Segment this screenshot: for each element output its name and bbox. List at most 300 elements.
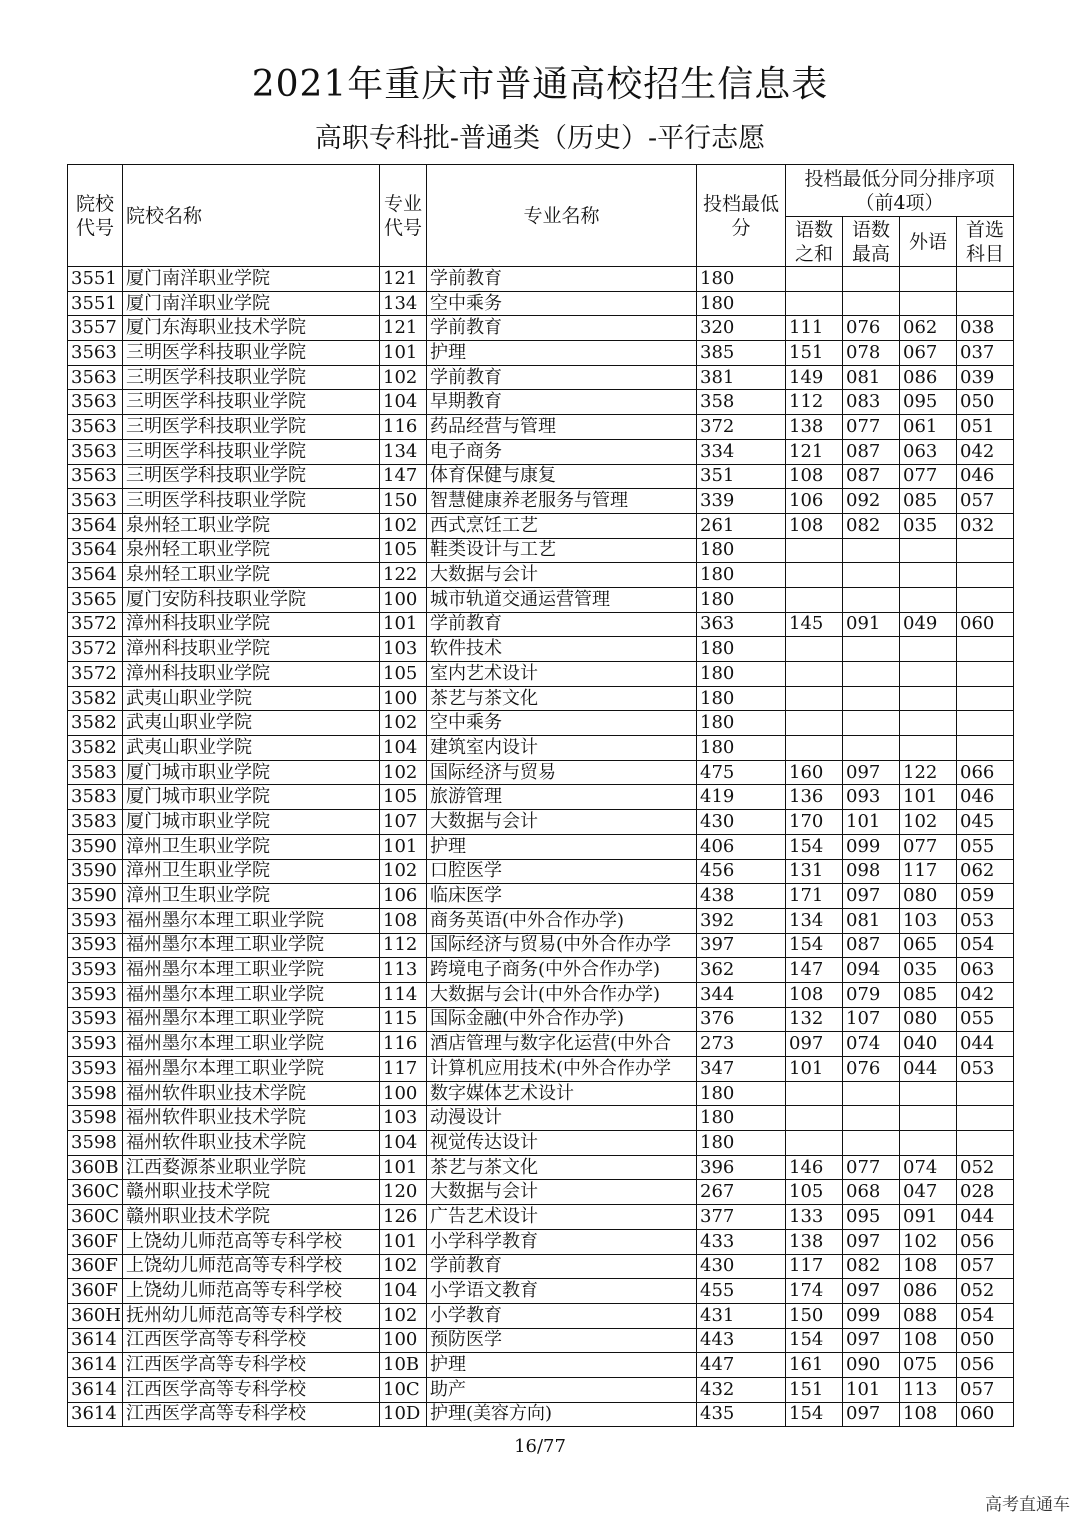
cell-school-name: 福州墨尔本理工职业学院 — [123, 1057, 380, 1082]
cell-chinese-math-sum: 134 — [786, 908, 843, 933]
cell-first-subject: 046 — [957, 464, 1014, 489]
table-row — [68, 1057, 1014, 1082]
cell-first-subject: 046 — [957, 785, 1014, 810]
cell-foreign-lang: 091 — [900, 1205, 957, 1230]
cell-first-subject — [957, 563, 1014, 588]
cell-school-code: 3593 — [68, 908, 123, 933]
cell-chinese-math-max — [843, 563, 900, 588]
cell-school-code: 3593 — [68, 982, 123, 1007]
cell-school-name: 江西医学高等专科学校 — [123, 1402, 380, 1427]
cell-first-subject: 056 — [957, 1229, 1014, 1254]
cell-major-code: 104 — [380, 736, 427, 761]
cell-chinese-math-sum: 097 — [786, 1032, 843, 1057]
cell-foreign-lang: 035 — [900, 513, 957, 538]
cell-school-code: 3590 — [68, 859, 123, 884]
cell-chinese-math-max: 087 — [843, 439, 900, 464]
cell-school-name: 上饶幼儿师范高等专科学校 — [123, 1254, 380, 1279]
cell-min-score: 372 — [697, 415, 786, 440]
cell-major-code: 100 — [380, 587, 427, 612]
header-school-code: 院校代号 — [68, 165, 123, 267]
cell-major-code: 108 — [380, 908, 427, 933]
cell-major-name: 电子商务 — [427, 439, 697, 464]
cell-first-subject: 052 — [957, 1279, 1014, 1304]
cell-min-score: 180 — [697, 267, 786, 292]
cell-major-code: 10B — [380, 1353, 427, 1378]
cell-chinese-math-sum: 101 — [786, 1057, 843, 1082]
cell-school-code: 3593 — [68, 1057, 123, 1082]
cell-min-score: 396 — [697, 1155, 786, 1180]
cell-foreign-lang: 074 — [900, 1155, 957, 1180]
cell-major-code: 104 — [380, 1279, 427, 1304]
cell-school-code: 360B — [68, 1155, 123, 1180]
cell-min-score: 397 — [697, 933, 786, 958]
cell-school-name: 三明医学科技职业学院 — [123, 365, 380, 390]
cell-school-code: 3565 — [68, 587, 123, 612]
cell-school-code: 3582 — [68, 711, 123, 736]
cell-first-subject: 051 — [957, 415, 1014, 440]
table-row — [68, 365, 1014, 390]
cell-school-name: 泉州轻工职业学院 — [123, 563, 380, 588]
cell-major-code: 101 — [380, 1155, 427, 1180]
cell-major-code: 107 — [380, 810, 427, 835]
cell-foreign-lang: 044 — [900, 1057, 957, 1082]
cell-chinese-math-sum: 147 — [786, 958, 843, 983]
cell-min-score: 438 — [697, 884, 786, 909]
cell-first-subject — [957, 1131, 1014, 1156]
cell-first-subject: 057 — [957, 489, 1014, 514]
cell-major-code: 114 — [380, 982, 427, 1007]
cell-school-name: 福州软件职业技术学院 — [123, 1106, 380, 1131]
cell-foreign-lang: 108 — [900, 1402, 957, 1427]
cell-school-code: 3583 — [68, 760, 123, 785]
cell-first-subject — [957, 538, 1014, 563]
cell-major-name: 视觉传达设计 — [427, 1131, 697, 1156]
cell-min-score: 455 — [697, 1279, 786, 1304]
cell-school-name: 漳州科技职业学院 — [123, 637, 380, 662]
cell-major-name: 广告艺术设计 — [427, 1205, 697, 1230]
cell-chinese-math-max: 097 — [843, 1229, 900, 1254]
cell-school-name: 厦门安防科技职业学院 — [123, 587, 380, 612]
cell-school-code: 360H — [68, 1303, 123, 1328]
cell-foreign-lang: 086 — [900, 365, 957, 390]
cell-school-code: 3582 — [68, 736, 123, 761]
cell-major-name: 护理 — [427, 341, 697, 366]
cell-school-name: 三明医学科技职业学院 — [123, 439, 380, 464]
cell-foreign-lang: 077 — [900, 834, 957, 859]
table-row — [68, 1254, 1014, 1279]
cell-school-code: 3564 — [68, 563, 123, 588]
table-row — [68, 1328, 1014, 1353]
cell-foreign-lang: 117 — [900, 859, 957, 884]
cell-major-name: 商务英语(中外合作办学) — [427, 908, 697, 933]
cell-foreign-lang: 040 — [900, 1032, 957, 1057]
cell-min-score: 376 — [697, 1007, 786, 1032]
cell-foreign-lang: 085 — [900, 489, 957, 514]
cell-min-score: 180 — [697, 1131, 786, 1156]
cell-chinese-math-sum: 145 — [786, 612, 843, 637]
admission-table — [67, 164, 1014, 1427]
cell-school-code: 3598 — [68, 1131, 123, 1156]
cell-foreign-lang: 075 — [900, 1353, 957, 1378]
cell-min-score: 358 — [697, 390, 786, 415]
cell-chinese-math-max — [843, 686, 900, 711]
cell-chinese-math-max: 101 — [843, 810, 900, 835]
cell-min-score: 180 — [697, 563, 786, 588]
cell-foreign-lang — [900, 711, 957, 736]
cell-major-name: 软件技术 — [427, 637, 697, 662]
table-row — [68, 834, 1014, 859]
cell-school-code: 3583 — [68, 810, 123, 835]
cell-major-name: 数字媒体艺术设计 — [427, 1081, 697, 1106]
table-row — [68, 1279, 1014, 1304]
cell-chinese-math-sum — [786, 637, 843, 662]
cell-chinese-math-max — [843, 291, 900, 316]
table-row — [68, 933, 1014, 958]
cell-major-name: 城市轨道交通运营管理 — [427, 587, 697, 612]
cell-chinese-math-max: 078 — [843, 341, 900, 366]
cell-first-subject: 066 — [957, 760, 1014, 785]
cell-school-code: 3564 — [68, 513, 123, 538]
cell-chinese-math-max: 091 — [843, 612, 900, 637]
cell-foreign-lang: 103 — [900, 908, 957, 933]
cell-chinese-math-sum: 117 — [786, 1254, 843, 1279]
cell-major-name: 鞋类设计与工艺 — [427, 538, 697, 563]
cell-major-code: 116 — [380, 415, 427, 440]
table-row — [68, 810, 1014, 835]
cell-major-code: 106 — [380, 884, 427, 909]
cell-chinese-math-sum — [786, 291, 843, 316]
cell-chinese-math-max — [843, 538, 900, 563]
cell-major-name: 临床医学 — [427, 884, 697, 909]
table-row — [68, 711, 1014, 736]
cell-first-subject — [957, 686, 1014, 711]
header-chinese-math-max: 语数最高 — [843, 217, 900, 267]
cell-major-code: 100 — [380, 686, 427, 711]
cell-major-name: 口腔医学 — [427, 859, 697, 884]
table-row — [68, 513, 1014, 538]
table-row — [68, 1032, 1014, 1057]
cell-chinese-math-max — [843, 736, 900, 761]
cell-foreign-lang: 113 — [900, 1377, 957, 1402]
cell-major-code: 102 — [380, 1303, 427, 1328]
cell-major-name: 护理 — [427, 1353, 697, 1378]
cell-min-score: 180 — [697, 686, 786, 711]
cell-first-subject: 056 — [957, 1353, 1014, 1378]
cell-school-name: 三明医学科技职业学院 — [123, 489, 380, 514]
cell-min-score: 419 — [697, 785, 786, 810]
cell-school-code: 3593 — [68, 933, 123, 958]
cell-school-name: 福州墨尔本理工职业学院 — [123, 1007, 380, 1032]
cell-chinese-math-max — [843, 662, 900, 687]
cell-foreign-lang — [900, 662, 957, 687]
cell-school-code: 3593 — [68, 1007, 123, 1032]
cell-major-name: 大数据与会计 — [427, 563, 697, 588]
table-row — [68, 291, 1014, 316]
cell-min-score: 432 — [697, 1377, 786, 1402]
table-row — [68, 1081, 1014, 1106]
cell-first-subject: 044 — [957, 1032, 1014, 1057]
cell-chinese-math-max — [843, 587, 900, 612]
cell-chinese-math-sum: 106 — [786, 489, 843, 514]
cell-chinese-math-max: 098 — [843, 859, 900, 884]
table-row — [68, 390, 1014, 415]
header-first-subject: 首选科目 — [957, 217, 1014, 267]
cell-major-code: 147 — [380, 464, 427, 489]
cell-first-subject: 059 — [957, 884, 1014, 909]
header-min-score: 投档最低分 — [697, 165, 786, 267]
cell-chinese-math-sum: 150 — [786, 1303, 843, 1328]
cell-chinese-math-sum — [786, 711, 843, 736]
cell-major-code: 102 — [380, 365, 427, 390]
cell-chinese-math-max: 068 — [843, 1180, 900, 1205]
cell-min-score: 363 — [697, 612, 786, 637]
cell-min-score: 475 — [697, 760, 786, 785]
table-row — [68, 563, 1014, 588]
cell-chinese-math-sum: 121 — [786, 439, 843, 464]
cell-first-subject: 050 — [957, 390, 1014, 415]
cell-foreign-lang: 047 — [900, 1180, 957, 1205]
cell-first-subject — [957, 267, 1014, 292]
cell-school-name: 江西医学高等专科学校 — [123, 1353, 380, 1378]
cell-chinese-math-max: 107 — [843, 1007, 900, 1032]
cell-major-code: 121 — [380, 267, 427, 292]
cell-major-name: 大数据与会计 — [427, 1180, 697, 1205]
table-row — [68, 859, 1014, 884]
cell-foreign-lang: 077 — [900, 464, 957, 489]
cell-foreign-lang: 102 — [900, 810, 957, 835]
cell-chinese-math-sum: 105 — [786, 1180, 843, 1205]
cell-foreign-lang: 108 — [900, 1328, 957, 1353]
cell-school-code: 3598 — [68, 1106, 123, 1131]
cell-school-name: 福州墨尔本理工职业学院 — [123, 1032, 380, 1057]
cell-first-subject — [957, 637, 1014, 662]
cell-first-subject: 037 — [957, 341, 1014, 366]
cell-major-code: 126 — [380, 1205, 427, 1230]
cell-chinese-math-sum: 151 — [786, 1377, 843, 1402]
cell-major-name: 学前教育 — [427, 1254, 697, 1279]
cell-min-score: 381 — [697, 365, 786, 390]
cell-major-code: 115 — [380, 1007, 427, 1032]
cell-first-subject: 028 — [957, 1180, 1014, 1205]
cell-school-name: 福州墨尔本理工职业学院 — [123, 933, 380, 958]
cell-first-subject — [957, 291, 1014, 316]
cell-chinese-math-max: 074 — [843, 1032, 900, 1057]
cell-school-name: 抚州幼儿师范高等专科学校 — [123, 1303, 380, 1328]
cell-school-code: 3563 — [68, 415, 123, 440]
cell-major-name: 动漫设计 — [427, 1106, 697, 1131]
cell-min-score: 180 — [697, 662, 786, 687]
cell-foreign-lang: 088 — [900, 1303, 957, 1328]
cell-chinese-math-sum: 108 — [786, 513, 843, 538]
cell-school-name: 厦门南洋职业学院 — [123, 267, 380, 292]
cell-foreign-lang: 086 — [900, 1279, 957, 1304]
cell-chinese-math-max: 099 — [843, 1303, 900, 1328]
cell-major-name: 学前教育 — [427, 365, 697, 390]
cell-foreign-lang — [900, 1131, 957, 1156]
cell-school-name: 江西婺源茶业职业学院 — [123, 1155, 380, 1180]
cell-school-name: 武夷山职业学院 — [123, 686, 380, 711]
cell-first-subject: 042 — [957, 982, 1014, 1007]
cell-school-code: 3614 — [68, 1328, 123, 1353]
page-number: 16/77 — [514, 1436, 566, 1457]
cell-major-code: 10D — [380, 1402, 427, 1427]
cell-school-code: 3582 — [68, 686, 123, 711]
cell-min-score: 180 — [697, 1106, 786, 1131]
cell-first-subject: 063 — [957, 958, 1014, 983]
cell-first-subject: 053 — [957, 1057, 1014, 1082]
table-row — [68, 267, 1014, 292]
cell-chinese-math-sum: 170 — [786, 810, 843, 835]
table-row — [68, 785, 1014, 810]
cell-min-score: 443 — [697, 1328, 786, 1353]
watermark-text: 高考直通车 — [985, 1495, 1070, 1515]
cell-chinese-math-max: 082 — [843, 513, 900, 538]
header-school-name: 院校名称 — [123, 165, 380, 267]
cell-first-subject — [957, 711, 1014, 736]
cell-school-name: 厦门南洋职业学院 — [123, 291, 380, 316]
cell-chinese-math-max: 079 — [843, 982, 900, 1007]
cell-major-code: 120 — [380, 1180, 427, 1205]
cell-major-code: 104 — [380, 1131, 427, 1156]
cell-major-code: 10C — [380, 1377, 427, 1402]
cell-min-score: 267 — [697, 1180, 786, 1205]
cell-min-score: 377 — [697, 1205, 786, 1230]
cell-chinese-math-sum — [786, 587, 843, 612]
cell-chinese-math-max: 087 — [843, 464, 900, 489]
cell-chinese-math-max: 087 — [843, 933, 900, 958]
cell-chinese-math-max: 097 — [843, 1279, 900, 1304]
cell-min-score: 180 — [697, 291, 786, 316]
cell-chinese-math-max: 095 — [843, 1205, 900, 1230]
table-row — [68, 587, 1014, 612]
cell-major-code: 102 — [380, 711, 427, 736]
cell-chinese-math-sum: 108 — [786, 982, 843, 1007]
cell-major-code: 101 — [380, 1229, 427, 1254]
cell-major-name: 学前教育 — [427, 612, 697, 637]
cell-chinese-math-sum: 161 — [786, 1353, 843, 1378]
table-row — [68, 1007, 1014, 1032]
cell-major-code: 102 — [380, 1254, 427, 1279]
cell-min-score: 180 — [697, 637, 786, 662]
cell-first-subject: 045 — [957, 810, 1014, 835]
cell-chinese-math-sum — [786, 563, 843, 588]
cell-chinese-math-sum — [786, 538, 843, 563]
header-major-code: 专业代号 — [380, 165, 427, 267]
table-row — [68, 1131, 1014, 1156]
cell-school-code: 3572 — [68, 612, 123, 637]
cell-chinese-math-sum: 154 — [786, 1402, 843, 1427]
cell-major-name: 护理 — [427, 834, 697, 859]
cell-school-code: 3572 — [68, 662, 123, 687]
cell-major-name: 茶艺与茶文化 — [427, 1155, 697, 1180]
table-row — [68, 1205, 1014, 1230]
cell-chinese-math-max: 101 — [843, 1377, 900, 1402]
cell-first-subject: 054 — [957, 1303, 1014, 1328]
cell-min-score: 261 — [697, 513, 786, 538]
cell-foreign-lang: 062 — [900, 316, 957, 341]
cell-min-score: 431 — [697, 1303, 786, 1328]
cell-min-score: 339 — [697, 489, 786, 514]
cell-school-name: 福州墨尔本理工职业学院 — [123, 982, 380, 1007]
cell-foreign-lang: 108 — [900, 1254, 957, 1279]
cell-first-subject — [957, 662, 1014, 687]
cell-major-name: 护理(美容方向) — [427, 1402, 697, 1427]
cell-school-name: 三明医学科技职业学院 — [123, 390, 380, 415]
cell-min-score: 385 — [697, 341, 786, 366]
cell-foreign-lang: 080 — [900, 1007, 957, 1032]
cell-major-code: 117 — [380, 1057, 427, 1082]
cell-min-score: 447 — [697, 1353, 786, 1378]
cell-foreign-lang: 067 — [900, 341, 957, 366]
cell-foreign-lang: 035 — [900, 958, 957, 983]
cell-school-name: 福州软件职业技术学院 — [123, 1131, 380, 1156]
cell-major-name: 小学科学教育 — [427, 1229, 697, 1254]
cell-school-name: 江西医学高等专科学校 — [123, 1377, 380, 1402]
page-title: 2021年重庆市普通高校招生信息表 — [251, 64, 829, 105]
cell-major-code: 100 — [380, 1081, 427, 1106]
table-row — [68, 686, 1014, 711]
cell-min-score: 273 — [697, 1032, 786, 1057]
cell-major-code: 134 — [380, 291, 427, 316]
cell-foreign-lang: 102 — [900, 1229, 957, 1254]
cell-school-code: 3590 — [68, 834, 123, 859]
cell-major-name: 国际金融(中外合作办学) — [427, 1007, 697, 1032]
cell-major-code: 105 — [380, 538, 427, 563]
cell-chinese-math-max: 077 — [843, 1155, 900, 1180]
cell-school-name: 武夷山职业学院 — [123, 711, 380, 736]
table-row — [68, 1303, 1014, 1328]
cell-major-code: 103 — [380, 637, 427, 662]
cell-chinese-math-sum: 160 — [786, 760, 843, 785]
cell-first-subject — [957, 736, 1014, 761]
cell-min-score: 320 — [697, 316, 786, 341]
cell-min-score: 180 — [697, 711, 786, 736]
cell-chinese-math-max — [843, 1081, 900, 1106]
cell-foreign-lang — [900, 267, 957, 292]
cell-school-code: 3614 — [68, 1402, 123, 1427]
cell-first-subject: 039 — [957, 365, 1014, 390]
cell-first-subject: 050 — [957, 1328, 1014, 1353]
cell-chinese-math-sum: 154 — [786, 1328, 843, 1353]
cell-school-name: 厦门城市职业学院 — [123, 810, 380, 835]
cell-school-code: 3563 — [68, 489, 123, 514]
cell-school-name: 厦门城市职业学院 — [123, 785, 380, 810]
cell-major-name: 小学教育 — [427, 1303, 697, 1328]
cell-major-name: 体育保健与康复 — [427, 464, 697, 489]
cell-school-name: 漳州卫生职业学院 — [123, 884, 380, 909]
cell-first-subject: 057 — [957, 1254, 1014, 1279]
cell-major-code: 103 — [380, 1106, 427, 1131]
cell-first-subject: 038 — [957, 316, 1014, 341]
cell-major-code: 105 — [380, 785, 427, 810]
cell-chinese-math-max: 094 — [843, 958, 900, 983]
cell-school-name: 三明医学科技职业学院 — [123, 415, 380, 440]
cell-major-name: 小学语文教育 — [427, 1279, 697, 1304]
cell-chinese-math-max: 076 — [843, 1057, 900, 1082]
cell-school-code: 3557 — [68, 316, 123, 341]
cell-chinese-math-sum — [786, 267, 843, 292]
cell-major-name: 药品经营与管理 — [427, 415, 697, 440]
cell-chinese-math-max — [843, 1106, 900, 1131]
cell-school-name: 三明医学科技职业学院 — [123, 341, 380, 366]
cell-min-score: 433 — [697, 1229, 786, 1254]
cell-major-code: 104 — [380, 390, 427, 415]
cell-major-name: 茶艺与茶文化 — [427, 686, 697, 711]
cell-major-name: 学前教育 — [427, 316, 697, 341]
cell-foreign-lang: 122 — [900, 760, 957, 785]
cell-foreign-lang — [900, 538, 957, 563]
table-row — [68, 1106, 1014, 1131]
